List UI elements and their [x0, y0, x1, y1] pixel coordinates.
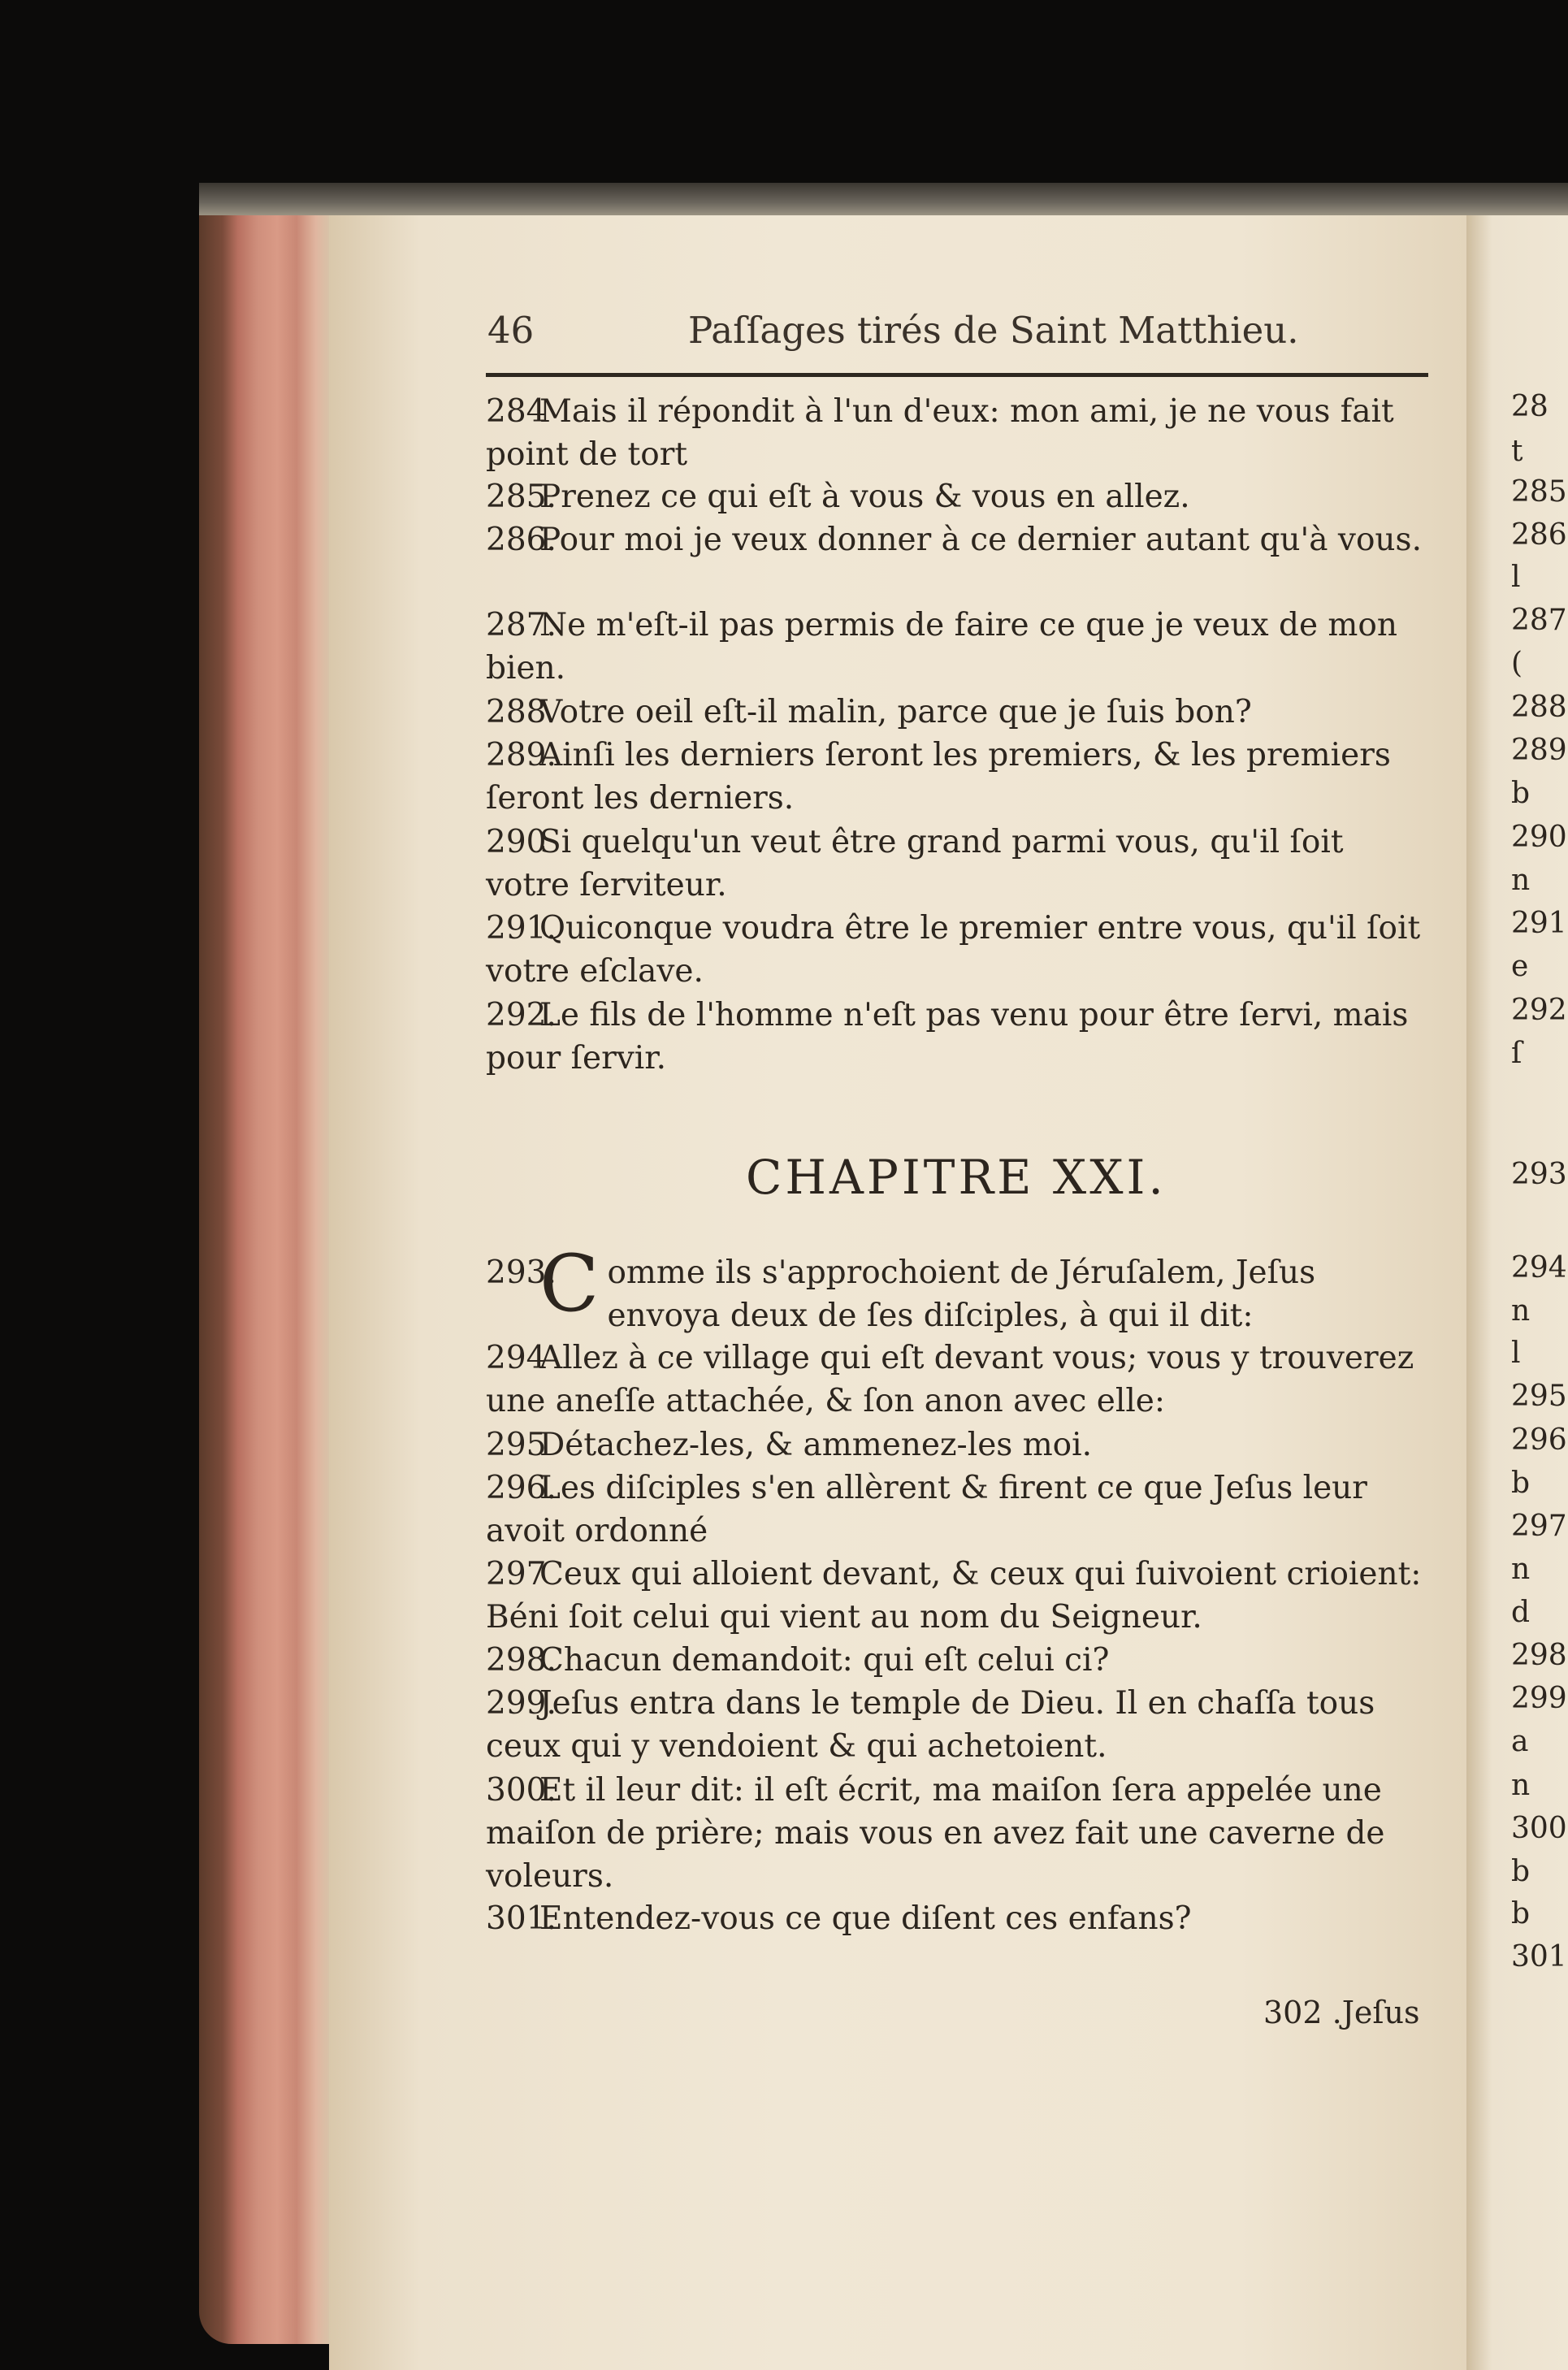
verse-text: Et il leur dit: il eſt écrit, ma maiſon ſera appelée une maiſon de prière; mais vous en avez fait une caverne de voleurs. — [486, 1772, 1385, 1895]
verse-number: 298. — [486, 1642, 557, 1679]
next-page-fragment: 291 — [1511, 907, 1567, 940]
page-fore-edge — [199, 199, 329, 2344]
verse-294 — [486, 1337, 1436, 1423]
next-page-fragment: ( — [1511, 647, 1523, 680]
verse-299 — [486, 1682, 1436, 1768]
drop-cap: C — [539, 1238, 600, 1329]
verse-number: 294 — [486, 1340, 547, 1376]
verse-287 — [486, 604, 1436, 690]
next-page-fragment: t — [1511, 435, 1523, 468]
verse-number: 289. — [486, 737, 557, 773]
next-page-fragment: 294 — [1511, 1251, 1567, 1285]
verse-284 — [486, 390, 1436, 476]
verse-text: Détachez-les, & ammenez-les moi. — [539, 1427, 1093, 1463]
verse-text: Votre oeil eſt-il malin, parce que je ſuis bon? — [539, 694, 1252, 730]
next-page-fragment: 296 — [1511, 1423, 1567, 1457]
verse-number: 299. — [486, 1685, 557, 1722]
next-page-fragment: 301 — [1511, 1940, 1567, 1974]
verse-number: 286. — [486, 522, 557, 558]
verse-text: Le fils de l'homme n'eſt pas venu pour être ſervi, mais pour ſervir. — [486, 997, 1409, 1077]
verse-text: Prenez ce qui eſt à vous & vous en allez. — [539, 479, 1190, 515]
next-page-fragment: e — [1511, 950, 1529, 983]
next-page-fragment: n — [1511, 1294, 1531, 1328]
next-page-fragment: 286 — [1511, 518, 1567, 552]
next-page-fragment: 293 — [1511, 1158, 1567, 1191]
next-page-fragment: d — [1511, 1596, 1531, 1629]
next-page-fragment: ſ — [1511, 1037, 1523, 1070]
verse-number: 297 — [486, 1556, 547, 1592]
next-page-fragment: b — [1511, 1855, 1531, 1888]
verse-number: 285. — [486, 479, 557, 515]
verse-295 — [486, 1423, 1436, 1467]
verse-text: Quiconque voudra être le premier entre vous, qu'il ſoit votre eſclave. — [486, 910, 1421, 990]
chapter-title: CHAPITRE XXI. — [746, 1150, 1167, 1205]
verse-291 — [486, 907, 1436, 993]
verse-number: 293. — [486, 1254, 557, 1291]
next-page-fragment: n — [1511, 1553, 1531, 1586]
verse-296 — [486, 1467, 1436, 1553]
verse-289 — [486, 734, 1436, 820]
next-page-fragment: l — [1511, 561, 1521, 594]
verse-297 — [486, 1553, 1436, 1639]
verse-text: Chacun demandoit: qui eſt celui ci? — [539, 1642, 1110, 1679]
verse-text: Pour moi je veux donner à ce dernier autant qu'à vous. — [539, 522, 1422, 558]
next-page-fragment: n — [1511, 1769, 1531, 1802]
next-page-fragment: 290 — [1511, 821, 1567, 854]
verse-text: Ne m'eſt-il pas permis de faire ce que je veux de mon bien. — [486, 607, 1398, 687]
verse-293 — [486, 1238, 1436, 1337]
next-page-fragment: l — [1511, 1337, 1521, 1370]
verse-text: Mais il répondit à l'un d'eux: mon ami, je ne vous fait point de tort — [486, 393, 1394, 473]
verse-text: Allez à ce village qui eſt devant vous; vous y trouverez une aneſſe attachée, & ſon anon avec elle: — [486, 1340, 1414, 1419]
verse-number: 301. — [486, 1900, 557, 1937]
verse-number: 288 — [486, 694, 547, 730]
verse-number: 296. — [486, 1470, 557, 1506]
next-page-fragment: 289 — [1511, 734, 1567, 767]
next-page-fragment: 28 — [1511, 390, 1549, 423]
next-page-fragment: 287 — [1511, 604, 1567, 637]
verse-298 — [486, 1639, 1436, 1682]
catchword: 302 .Jeſus — [1263, 1995, 1420, 2030]
verse-288 — [486, 691, 1436, 734]
verse-300 — [486, 1769, 1436, 1898]
next-page-fragment: 292 — [1511, 994, 1567, 1027]
verse-286 — [486, 518, 1436, 561]
header-rule — [486, 373, 1428, 377]
verse-text: Si quelqu'un veut être grand parmi vous, qu'il ſoit votre ſerviteur. — [486, 824, 1344, 903]
verse-number: 292. — [486, 997, 557, 1033]
running-head: Paſſages tirés de Saint Matthieu. — [688, 309, 1299, 352]
verse-285 — [486, 475, 1436, 518]
next-page-fragment: 300 — [1511, 1812, 1567, 1845]
verse-301 — [486, 1897, 1436, 1940]
book-cover-top — [199, 183, 1568, 215]
next-page-fragment: 295 — [1511, 1380, 1567, 1413]
verse-text: omme ils s'approchoient de Jéruſalem, Jeſus envoya deux de ſes diſciples, à qui il dit: — [607, 1254, 1316, 1334]
verse-290 — [486, 821, 1436, 907]
page-number: 46 — [487, 309, 535, 352]
verse-number: 295 — [486, 1427, 547, 1463]
next-page-fragment: n — [1511, 864, 1531, 897]
verse-number: 291. — [486, 910, 557, 947]
verse-number: 290 — [486, 824, 547, 860]
verse-text: Entendez-vous ce que diſent ces enfans? — [539, 1900, 1192, 1937]
next-page-fragment: b — [1511, 1467, 1531, 1500]
verse-text: Les diſciples s'en allèrent & firent ce que Jeſus leur avoit ordonné — [486, 1470, 1367, 1549]
next-page-fragment: 298 — [1511, 1639, 1567, 1672]
next-page-fragment: b — [1511, 1897, 1531, 1930]
verse-number: 300. — [486, 1772, 557, 1809]
next-page-fragment: 285 — [1511, 475, 1567, 509]
next-page-fragment: 297 — [1511, 1510, 1567, 1543]
next-page-fragment: 299 — [1511, 1682, 1567, 1715]
verse-number: 284 — [486, 393, 547, 430]
verse-text: Ceux qui alloient devant, & ceux qui ſuivoient crioient: Béni ſoit celui qui vient au nom du Seigneur. — [486, 1556, 1422, 1636]
verse-292 — [486, 994, 1436, 1080]
next-page-fragment: a — [1511, 1725, 1529, 1758]
verse-text: Ainſi les derniers ſeront les premiers, & les premiers ſeront les derniers. — [486, 737, 1391, 817]
next-page-fragment: 288 — [1511, 691, 1567, 724]
verse-text: Jeſus entra dans le temple de Dieu. Il en chaſſa tous ceux qui y vendoient & qui achetoient. — [486, 1685, 1375, 1765]
verse-number: 287. — [486, 607, 557, 643]
next-page-fragment: b — [1511, 777, 1531, 810]
